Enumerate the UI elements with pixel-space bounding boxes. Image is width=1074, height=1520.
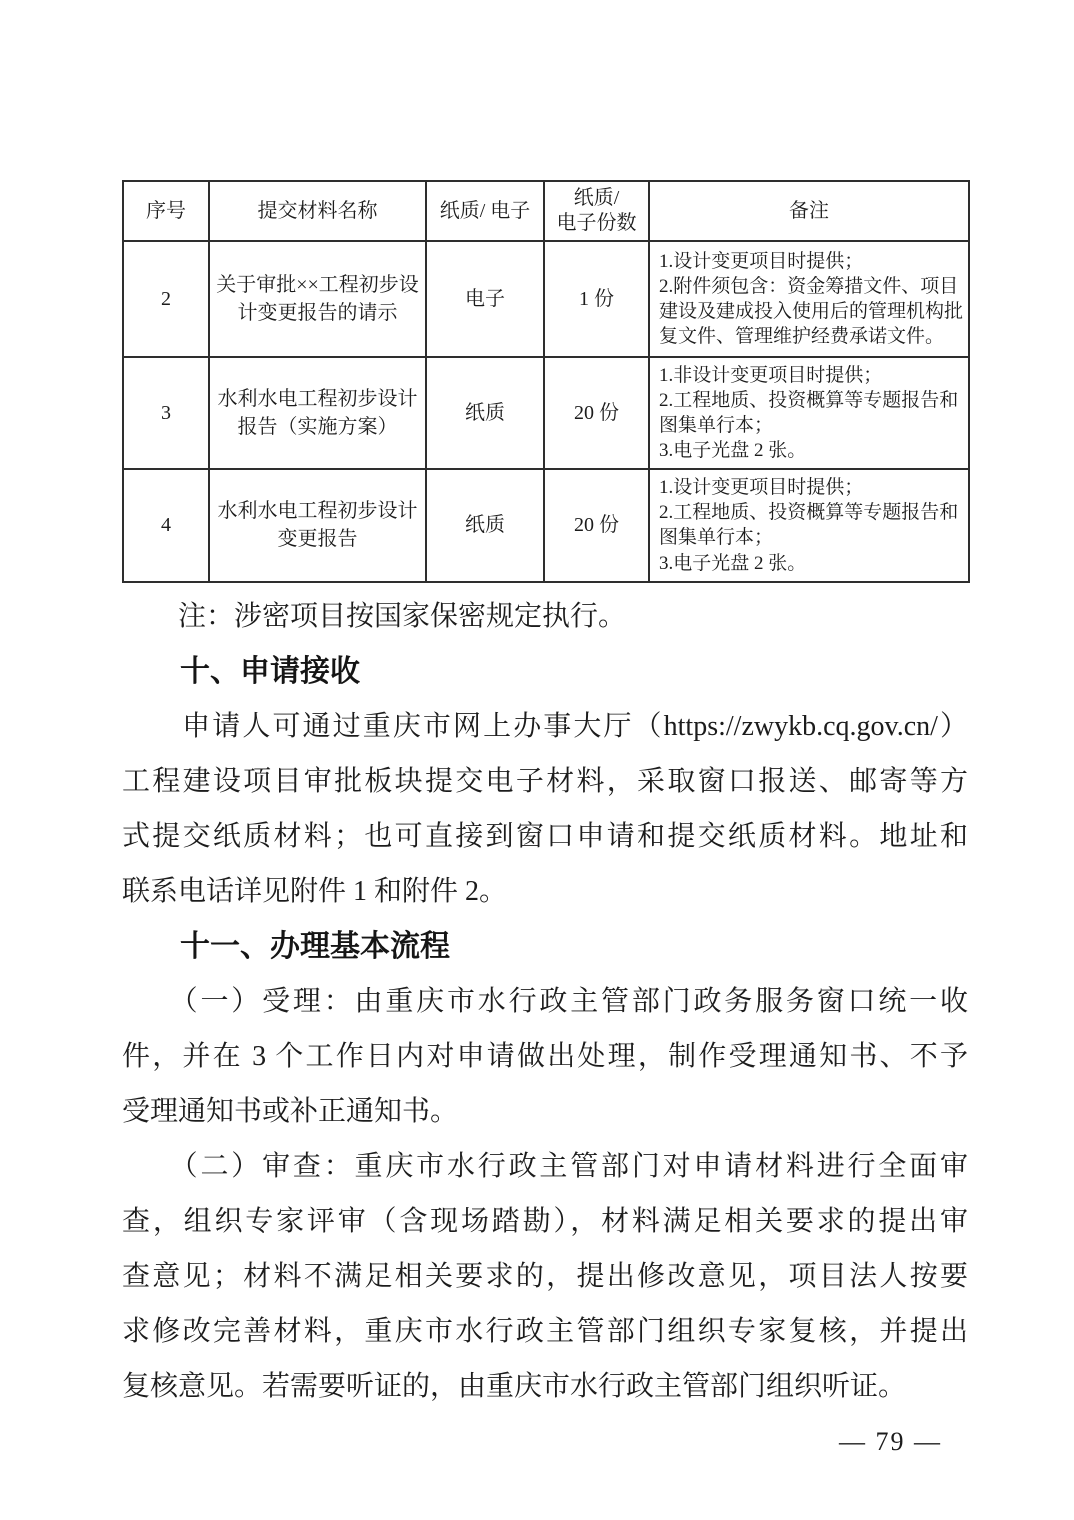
cell-copies: 20 份 <box>544 469 649 581</box>
remark-item: 2.附件须包含：资金筹措文件、项目建设及建成投入使用后的管理机构批复文件、管理维护经费承诺文件。 <box>659 275 964 348</box>
remark-item: 1.设计变更项目时提供； <box>659 250 864 272</box>
remark-item: 2.工程地质、投资概算等专题报告和图集单行本； <box>659 390 959 437</box>
header-copies-line2: 电子份数 <box>556 212 637 234</box>
table-row <box>123 241 969 357</box>
body-text <box>122 589 968 1469</box>
text-line: 申请人可通过重庆市网上办事大厅（https://zwykb.cq.gov.cn/） <box>122 710 968 742</box>
note-text: 注：涉密项目按国家保密规定执行。 <box>122 600 627 632</box>
section-heading-10: 十、申请接收 <box>180 654 360 688</box>
cell-remarks <box>649 357 969 469</box>
header-cell-seq: 序号 <box>123 181 209 241</box>
header-copies-line1: 纸质/ <box>573 187 620 209</box>
text-line: 式提交纸质材料；也可直接到窗口申请和提交纸质材料。地址和 <box>122 820 968 852</box>
table-row <box>123 357 969 469</box>
paragraph-review <box>122 1139 968 1414</box>
cell-remarks <box>649 241 969 357</box>
text-line: 查意见；材料不满足相关要求的，提出修改意见，项目法人按要 <box>122 1260 968 1292</box>
header-cell-remarks: 备注 <box>649 181 969 241</box>
remark-item: 3.电子光盘 2 张。 <box>659 440 807 462</box>
text-line: 联系电话详见附件 1 和附件 2。 <box>122 875 508 907</box>
table-row <box>123 469 969 581</box>
text-line: 受理通知书或补正通知书。 <box>122 1095 459 1127</box>
cell-remarks <box>649 469 969 581</box>
cell-medium: 电子 <box>426 241 544 357</box>
text-line: 件，并在 3 个工作日内对申请做出处理，制作受理通知书、不予 <box>122 1040 968 1072</box>
text-line: （一）受理：由重庆市水行政主管部门政务服务窗口统一收 <box>122 985 968 1017</box>
header-cell-medium: 纸质/ 电子 <box>426 181 544 241</box>
cell-seq: 3 <box>123 357 209 469</box>
cell-material-name: 水利水电工程初步设计变更报告 <box>209 469 426 581</box>
cell-material-name: 关于审批××工程初步设计变更报告的请示 <box>209 241 426 357</box>
cell-medium: 纸质 <box>426 357 544 469</box>
text-line: （二）审查：重庆市水行政主管部门对申请材料进行全面审 <box>122 1150 968 1182</box>
paragraph-application-receipt <box>122 699 968 919</box>
header-cell-material-name: 提交材料名称 <box>209 181 426 241</box>
cell-material-name: 水利水电工程初步设计报告（实施方案） <box>209 357 426 469</box>
remark-item: 1.非设计变更项目时提供； <box>659 365 883 386</box>
table-header-row <box>123 181 969 241</box>
header-cell-copies <box>544 181 649 241</box>
materials-table <box>122 180 970 583</box>
remark-item: 3.电子光盘 2 张。 <box>659 552 807 574</box>
page-content <box>122 180 968 1469</box>
text-line: 求修改完善材料，重庆市水行政主管部门组织专家复核，并提出 <box>122 1315 968 1347</box>
text-line: 查，组织专家评审（含现场踏勘），材料满足相关要求的提出审 <box>122 1205 968 1237</box>
remark-item: 2.工程地质、投资概算等专题报告和图集单行本； <box>659 502 959 549</box>
cell-seq: 2 <box>123 241 209 357</box>
paragraph-acceptance <box>122 974 968 1139</box>
remark-item: 1.设计变更项目时提供； <box>659 477 864 499</box>
section-heading-11: 十一、办理基本流程 <box>180 929 450 963</box>
text-line: 工程建设项目审批板块提交电子材料，采取窗口报送、邮寄等方 <box>122 765 968 797</box>
page-number: — 79 — <box>839 1426 942 1456</box>
cell-copies: 20 份 <box>544 357 649 469</box>
text-line: 复核意见。若需要听证的，由重庆市水行政主管部门组织听证。 <box>122 1370 907 1402</box>
cell-seq: 4 <box>123 469 209 581</box>
cell-copies: 1 份 <box>544 241 649 357</box>
cell-medium: 纸质 <box>426 469 544 581</box>
